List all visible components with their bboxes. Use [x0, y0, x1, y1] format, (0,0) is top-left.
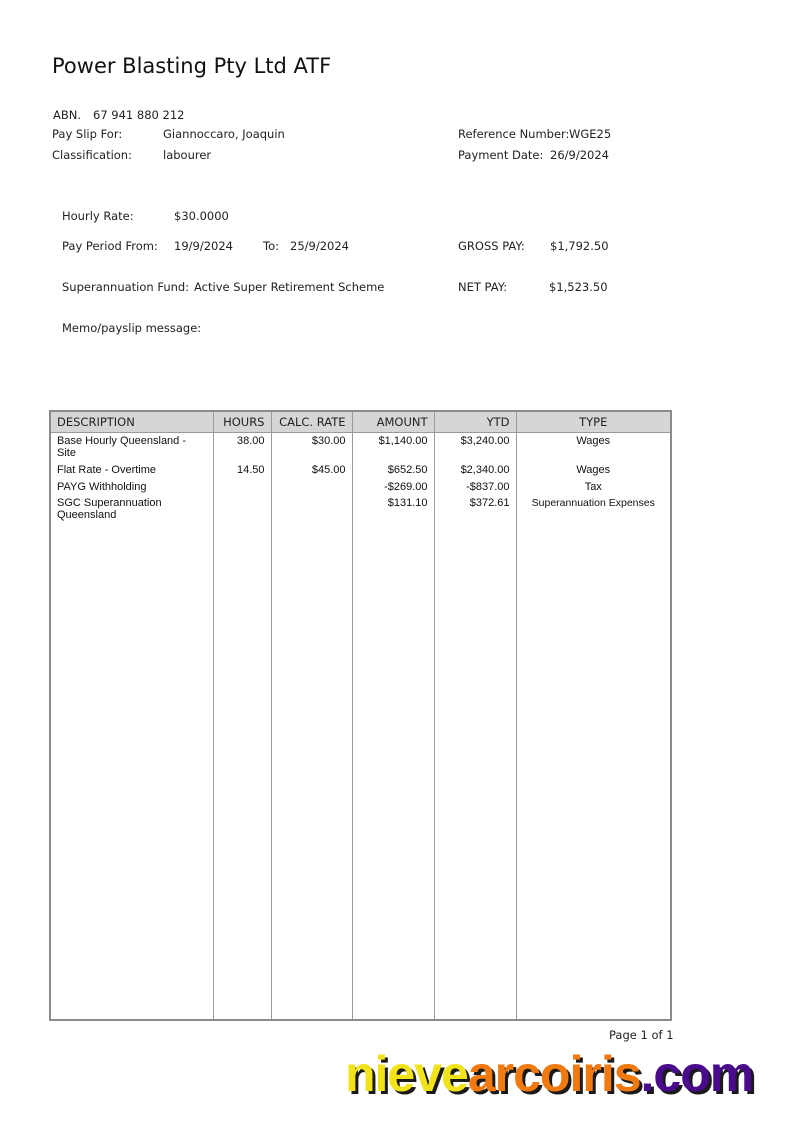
cell-ytd: $2,340.00: [434, 462, 516, 479]
watermark-part-2: arcoiris: [467, 1046, 641, 1102]
cell-type: Tax: [516, 479, 671, 495]
header-calc-rate: CALC. RATE: [271, 411, 352, 433]
header-type: TYPE: [516, 411, 671, 433]
abn-value: 67 941 880 212: [93, 108, 185, 122]
table-row: [50, 462, 671, 479]
page-number: Page 1 of 1: [609, 1028, 674, 1042]
memo-label: Memo/payslip message:: [62, 321, 202, 335]
cell-type: Superannuation Expenses: [516, 495, 671, 525]
cell-amount: $1,140.00: [352, 433, 434, 462]
watermark-part-1: nieve: [345, 1046, 468, 1102]
cell-amount: -$269.00: [352, 479, 434, 495]
watermark-part-3: .com: [640, 1046, 754, 1102]
table-row: [50, 495, 671, 525]
super-fund-value: Active Super Retirement Scheme: [194, 280, 385, 294]
cell-hours: [213, 495, 271, 525]
gross-pay-label: GROSS PAY:: [458, 239, 525, 253]
reference-number-value: WGE25: [569, 127, 612, 141]
hourly-rate-label: Hourly Rate:: [62, 209, 134, 223]
cell-amount: $652.50: [352, 462, 434, 479]
cell-description: SGC Superannuation Queensland: [57, 496, 162, 521]
cell-rate: [271, 495, 352, 525]
pay-slip-for-label: Pay Slip For:: [52, 127, 123, 141]
pay-period-from-label: Pay Period From:: [62, 239, 158, 253]
table-filler-row: [50, 525, 671, 1021]
classification-value: labourer: [163, 148, 212, 162]
abn-label: ABN.: [53, 108, 82, 122]
cell-type: Wages: [516, 433, 671, 462]
cell-description: Flat Rate - Overtime: [57, 463, 157, 476]
cell-rate: $45.00: [271, 462, 352, 479]
super-fund-label: Superannuation Fund:: [62, 280, 190, 294]
table-row: [50, 479, 671, 495]
reference-number-label: Reference Number:: [458, 127, 570, 141]
cell-ytd: $3,240.00: [434, 433, 516, 462]
table-header-row: [50, 411, 671, 433]
cell-rate: $30.00: [271, 433, 352, 462]
payment-date-label: Payment Date:: [458, 148, 544, 162]
watermark-logo: [345, 1046, 753, 1102]
payment-date-value: 26/9/2024: [550, 148, 609, 162]
hourly-rate-value: $30.0000: [174, 209, 229, 223]
header-amount: AMOUNT: [352, 411, 434, 433]
header-hours: HOURS: [213, 411, 271, 433]
pay-items-table: [49, 410, 672, 1021]
cell-rate: [271, 479, 352, 495]
employee-name: Giannoccaro, Joaquin: [163, 127, 285, 141]
net-pay-value: $1,523.50: [549, 280, 608, 294]
classification-label: Classification:: [52, 148, 132, 162]
pay-period-to-value: 25/9/2024: [290, 239, 349, 253]
cell-ytd: -$837.00: [434, 479, 516, 495]
header-description: DESCRIPTION: [50, 411, 213, 433]
pay-period-from-value: 19/9/2024: [174, 239, 233, 253]
cell-amount: $131.10: [352, 495, 434, 525]
company-name: Power Blasting Pty Ltd ATF: [52, 54, 332, 78]
cell-description: Base Hourly Queensland - Site: [57, 435, 187, 459]
cell-hours: 38.00: [213, 433, 271, 462]
header-ytd: YTD: [434, 411, 516, 433]
cell-hours: 14.50: [213, 462, 271, 479]
cell-ytd: $372.61: [434, 495, 516, 525]
gross-pay-value: $1,792.50: [550, 239, 609, 253]
cell-hours: [213, 479, 271, 495]
pay-period-to-label: To:: [263, 239, 279, 253]
net-pay-label: NET PAY:: [458, 280, 508, 294]
table-row: [50, 433, 671, 462]
cell-description: PAYG Withholding: [57, 480, 147, 493]
cell-type: Wages: [516, 462, 671, 479]
